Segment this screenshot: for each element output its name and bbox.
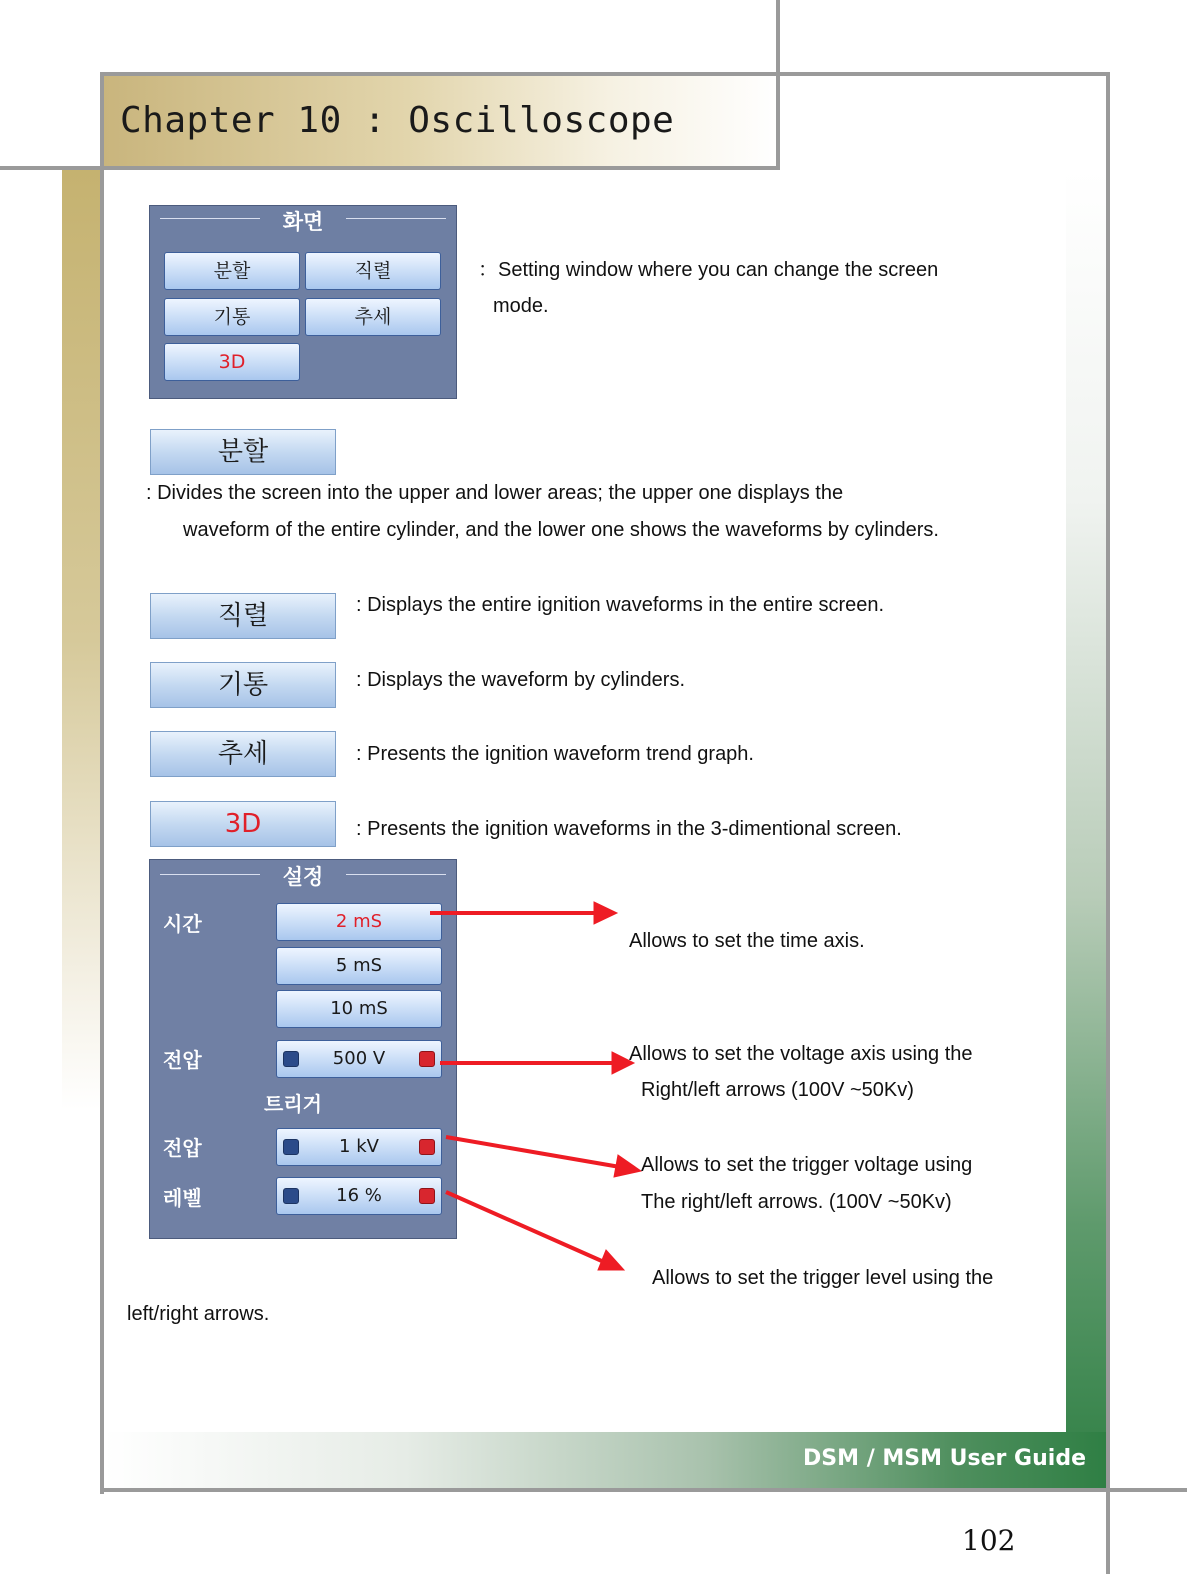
3d-big-button[interactable]: 3D [150,801,336,847]
3d-desc: : Presents the ignition waveforms in the 3-dimentional screen. [356,818,902,840]
voltage-annotation-line2: Right/left arrows (100V ~50Kv) [641,1079,914,1101]
cylinder-big-button[interactable]: 기통 [150,662,336,708]
time-2ms-button[interactable]: 2 mS [276,903,442,941]
trigger-annotation-line2: The right/left arrows. (100V ~50Kv) [641,1191,952,1213]
serial-big-button[interactable]: 직렬 [150,593,336,639]
split-button[interactable]: 분할 [164,252,300,290]
trigger-annotation-line1: Allows to set the trigger voltage using [641,1154,973,1176]
page-number: 102 [962,1524,1016,1557]
split-big-button[interactable]: 분할 [150,429,336,475]
time-10ms-button[interactable]: 10 mS [276,990,442,1028]
page-title: Chapter 10 : Oscilloscope [120,100,675,141]
voltage-label: 전압 [163,1048,202,1072]
trend-button[interactable]: 추세 [305,298,441,336]
screen-panel-desc-line2: mode. [493,295,549,317]
3d-button[interactable]: 3D [164,343,300,381]
time-5ms-button[interactable]: 5 mS [276,947,442,985]
cylinder-desc: : Displays the waveform by cylinders. [356,669,686,691]
level-label: 레벨 [163,1186,202,1210]
split-desc-line2: waveform of the entire cylinder, and the lower one shows the waveforms by cylinders. [183,519,939,541]
cylinder-button[interactable]: 기통 [164,298,300,336]
serial-desc: : Displays the entire ignition waveforms in the entire screen. [356,594,885,616]
serial-button[interactable]: 직렬 [305,252,441,290]
time-arrow-head [594,902,617,924]
level-arrow-head [598,1250,624,1270]
footer-guide-name: DSM / MSM User Guide [803,1446,1086,1471]
level-annotation-line1: Allows to set the trigger level using the [652,1267,994,1289]
time-label: 시간 [163,912,202,936]
split-desc-line1: : Divides the screen into the upper and lower areas; the upper one displays the [146,482,844,504]
trigger-voltage-value: 1 kV [339,1136,379,1157]
level-arrow-line [446,1192,604,1262]
trigger-arrow-head [614,1155,641,1177]
trend-desc: : Presents the ignition waveform trend graph. [356,743,754,765]
screen-panel-title: 화면 [282,210,324,234]
voltage-value: 500 V [332,1048,386,1069]
level-value: 16 % [336,1185,382,1206]
time-annotation: Allows to set the time axis. [629,930,865,952]
voltage-annotation-line1: Allows to set the voltage axis using the [629,1043,973,1065]
trend-big-button[interactable]: 추세 [150,731,336,777]
screen-panel-desc-line1: ：Setting window where you can change the screen [478,259,939,281]
level-annotation-line2: left/right arrows. [127,1303,270,1325]
trigger-title: 트리거 [264,1092,322,1116]
trigger-voltage-label: 전압 [163,1136,202,1160]
trigger-arrow-line [446,1137,620,1167]
settings-panel-title: 설정 [282,865,324,889]
